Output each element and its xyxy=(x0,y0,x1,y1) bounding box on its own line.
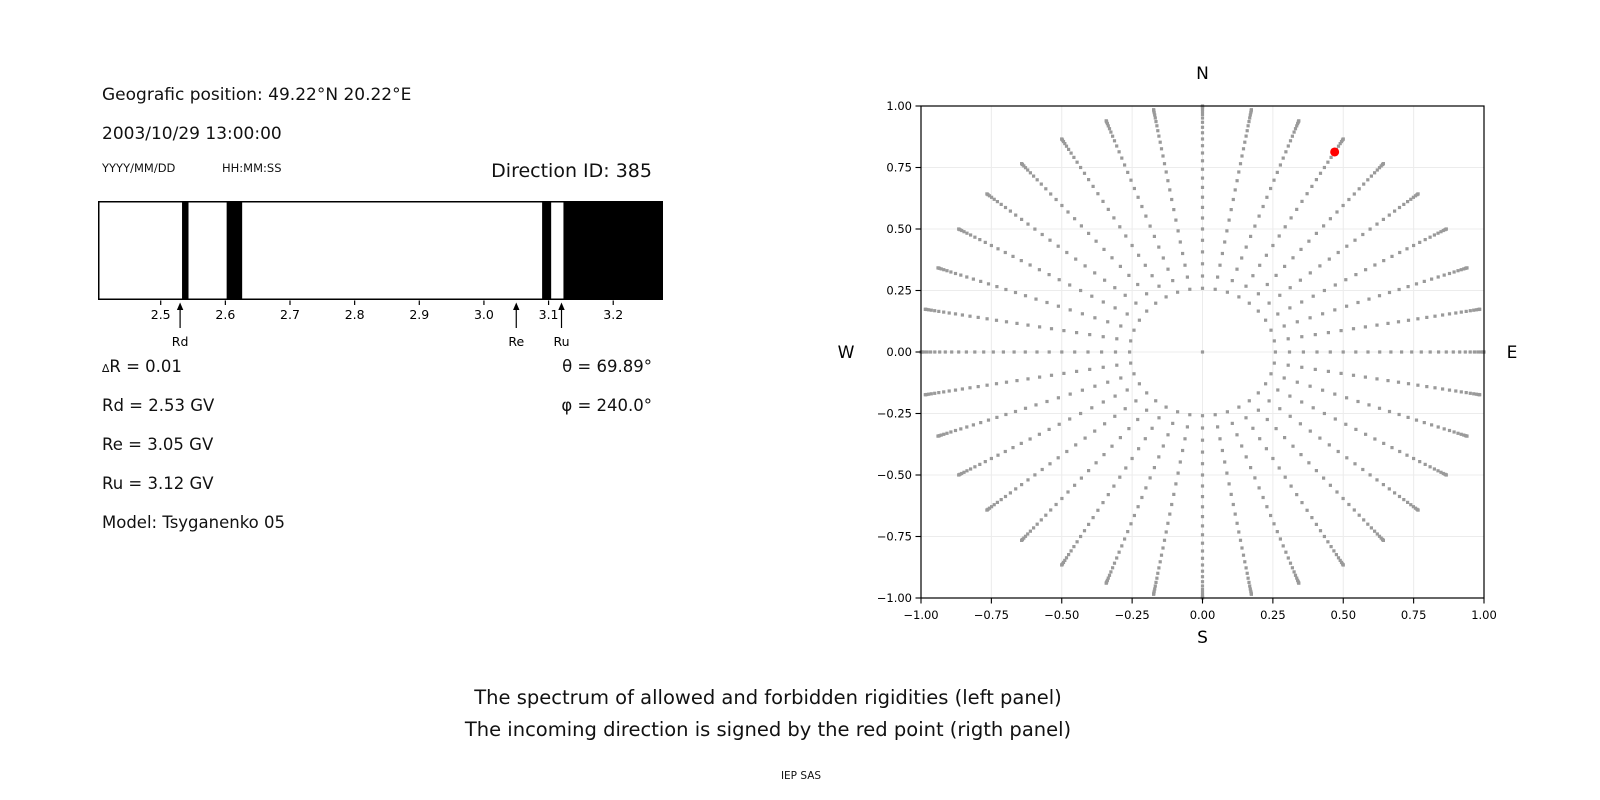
date-format-hint: YYYY/MM/DD xyxy=(102,161,176,175)
param-row-4 xyxy=(102,474,652,493)
compass-west-label: W xyxy=(837,343,855,363)
y-tick-label: −0.50 xyxy=(876,468,912,482)
x-tick-label: −1.00 xyxy=(903,608,939,622)
caption-line-1: The spectrum of allowed and forbidden rigidities (left panel) xyxy=(474,686,1062,709)
x-tick-label: 2.6 xyxy=(215,307,236,322)
rd-value: Rd = 2.53 GV xyxy=(102,396,215,415)
delta-r-value: ∆R = 0.01 xyxy=(102,357,182,376)
marker-label: Ru xyxy=(553,334,570,349)
delta-icon: ∆ xyxy=(102,362,110,375)
x-tick-label: 2.7 xyxy=(280,307,300,322)
x-tick-label: 3.0 xyxy=(473,307,494,322)
direction-grid-dots xyxy=(919,104,1485,599)
marker-arrow-head xyxy=(558,303,564,311)
compass-east-label: E xyxy=(1506,343,1518,363)
y-tick-label: 1.00 xyxy=(886,99,912,113)
x-tick-label: 3.2 xyxy=(603,307,624,322)
y-tick-label: 0.00 xyxy=(886,345,912,359)
param-row-1 xyxy=(102,357,652,376)
time-format-hint: HH:MM:SS xyxy=(222,161,282,175)
param-row-2 xyxy=(102,396,652,415)
direction-scatter-plot xyxy=(820,40,1550,660)
x-tick-label: 0.75 xyxy=(1400,608,1427,622)
theta-value: θ = 69.89° xyxy=(562,357,652,376)
red-incoming-direction-point xyxy=(1330,147,1339,156)
ru-value: Ru = 3.12 GV xyxy=(102,474,214,493)
cutoff-marker-re xyxy=(508,303,524,350)
compass-north-label: N xyxy=(1196,64,1209,84)
marker-arrow-head xyxy=(177,303,183,311)
y-tick-label: 0.25 xyxy=(886,283,912,298)
phi-value: φ = 240.0° xyxy=(561,396,652,415)
caption-line-2: The incoming direction is signed by the red point (rigth panel) xyxy=(464,718,1072,741)
model-value: Model: Tsyganenko 05 xyxy=(102,513,286,532)
x-tick-label: 0.25 xyxy=(1260,608,1286,622)
x-tick-label: −0.75 xyxy=(973,608,1009,622)
compass-labels xyxy=(838,64,1518,648)
forbidden-band xyxy=(182,203,188,299)
x-tick-label: −0.25 xyxy=(1114,608,1150,622)
x-axis xyxy=(903,598,1496,622)
marker-label: Rd xyxy=(171,334,189,349)
compass-south-label: S xyxy=(1197,628,1208,648)
spectrum-x-axis xyxy=(151,301,623,323)
center-dot xyxy=(1201,350,1204,353)
x-tick-label: 0.50 xyxy=(1330,608,1357,622)
param-row-3 xyxy=(102,435,652,454)
geographic-position-text: Geografic position: 49.22°N 20.22°E xyxy=(102,85,412,105)
forbidden-band xyxy=(563,203,661,299)
x-tick-label: 3.1 xyxy=(538,307,559,322)
x-tick-label: 1.00 xyxy=(1471,608,1497,622)
y-tick-label: 0.50 xyxy=(886,222,912,236)
x-tick-label: 2.9 xyxy=(409,307,430,322)
x-tick-label: −0.50 xyxy=(1044,608,1080,622)
marker-label: Re xyxy=(508,334,525,349)
direction-id-text: Direction ID: 385 xyxy=(491,160,652,182)
x-tick-label: 2.5 xyxy=(150,307,171,322)
x-tick-label: 2.8 xyxy=(344,307,365,322)
y-axis xyxy=(877,99,921,605)
rigidity-spectrum-plot xyxy=(98,201,670,353)
datetime-text: 2003/10/29 13:00:00 xyxy=(102,124,282,144)
y-tick-label: 0.75 xyxy=(886,160,912,175)
re-value: Re = 3.05 GV xyxy=(102,435,214,454)
forbidden-band xyxy=(542,203,551,299)
credit-text: IEP SAS xyxy=(780,770,822,782)
y-tick-label: −1.00 xyxy=(876,591,912,605)
forbidden-band xyxy=(227,203,243,299)
param-row-5 xyxy=(102,513,652,532)
y-tick-label: −0.25 xyxy=(876,406,912,421)
cutoff-marker-rd xyxy=(172,303,189,350)
x-tick-label: 0.00 xyxy=(1189,608,1216,622)
y-tick-label: −0.75 xyxy=(876,529,912,544)
marker-arrow-head xyxy=(513,303,519,311)
